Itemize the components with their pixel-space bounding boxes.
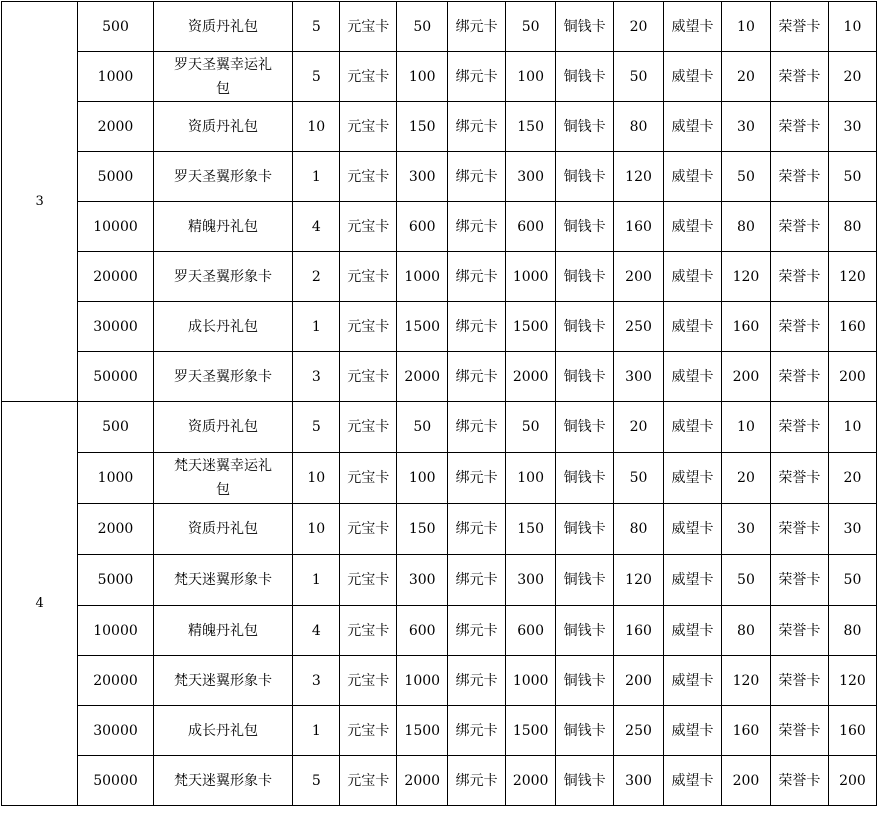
card-label-cell: 铜钱卡 [556, 756, 614, 806]
qty-cell: 1 [293, 555, 340, 606]
card-label-cell: 铜钱卡 [556, 2, 614, 52]
card-value-cell: 200 [828, 756, 876, 806]
card-label-cell: 元宝卡 [340, 152, 397, 202]
card-value-cell: 1000 [397, 656, 448, 706]
card-value-cell: 250 [614, 706, 664, 756]
card-value-cell: 150 [397, 102, 448, 152]
item-cell: 成长丹礼包 [153, 302, 293, 352]
table-row [2, 352, 877, 402]
card-value-cell: 2000 [397, 352, 448, 402]
table-row [2, 302, 877, 352]
card-value-cell: 150 [506, 102, 556, 152]
card-value-cell: 160 [614, 606, 664, 656]
card-value-cell: 10 [828, 402, 876, 453]
card-value-cell: 20 [614, 2, 664, 52]
card-label-cell: 荣誉卡 [770, 352, 828, 402]
card-value-cell: 50 [397, 2, 448, 52]
card-value-cell: 200 [614, 252, 664, 302]
item-cell: 梵天迷翼幸运礼包 [153, 453, 293, 504]
card-value-cell: 50 [828, 555, 876, 606]
card-value-cell: 20 [721, 453, 770, 504]
card-label-cell: 绑元卡 [448, 252, 506, 302]
item-cell: 罗天圣翼形象卡 [153, 152, 293, 202]
qty-cell: 5 [293, 2, 340, 52]
table-row [2, 2, 877, 52]
card-label-cell: 绑元卡 [448, 352, 506, 402]
item-cell: 精魄丹礼包 [153, 606, 293, 656]
amount-cell: 2000 [78, 504, 153, 555]
card-value-cell: 50 [506, 2, 556, 52]
amount-cell: 5000 [78, 152, 153, 202]
reward-table [1, 1, 877, 806]
item-cell: 成长丹礼包 [153, 706, 293, 756]
card-label-cell: 威望卡 [664, 756, 722, 806]
amount-cell: 2000 [78, 102, 153, 152]
card-label-cell: 荣誉卡 [770, 555, 828, 606]
card-value-cell: 10 [721, 402, 770, 453]
card-label-cell: 铜钱卡 [556, 252, 614, 302]
card-label-cell: 威望卡 [664, 352, 722, 402]
table-row [2, 152, 877, 202]
card-label-cell: 荣誉卡 [770, 453, 828, 504]
card-value-cell: 120 [828, 656, 876, 706]
card-label-cell: 荣誉卡 [770, 252, 828, 302]
item-cell: 梵天迷翼形象卡 [153, 555, 293, 606]
card-value-cell: 600 [397, 202, 448, 252]
round-number-cell: 3 [2, 2, 78, 402]
card-value-cell: 1500 [397, 302, 448, 352]
amount-cell: 500 [78, 2, 153, 52]
card-value-cell: 160 [828, 706, 876, 756]
card-label-cell: 荣誉卡 [770, 102, 828, 152]
amount-cell: 10000 [78, 606, 153, 656]
card-label-cell: 铜钱卡 [556, 656, 614, 706]
card-label-cell: 绑元卡 [448, 656, 506, 706]
card-label-cell: 元宝卡 [340, 555, 397, 606]
card-value-cell: 80 [828, 606, 876, 656]
card-value-cell: 1500 [397, 706, 448, 756]
amount-cell: 30000 [78, 302, 153, 352]
qty-cell: 1 [293, 302, 340, 352]
card-value-cell: 1000 [506, 656, 556, 706]
card-label-cell: 绑元卡 [448, 152, 506, 202]
card-value-cell: 10 [828, 2, 876, 52]
item-cell: 梵天迷翼形象卡 [153, 656, 293, 706]
card-label-cell: 元宝卡 [340, 453, 397, 504]
qty-cell: 3 [293, 656, 340, 706]
card-label-cell: 元宝卡 [340, 756, 397, 806]
card-label-cell: 荣誉卡 [770, 606, 828, 656]
card-label-cell: 荣誉卡 [770, 202, 828, 252]
card-label-cell: 绑元卡 [448, 102, 506, 152]
card-label-cell: 元宝卡 [340, 504, 397, 555]
card-label-cell: 绑元卡 [448, 2, 506, 52]
card-value-cell: 10 [721, 2, 770, 52]
qty-cell: 1 [293, 152, 340, 202]
card-label-cell: 威望卡 [664, 504, 722, 555]
card-value-cell: 20 [828, 52, 876, 102]
table-row [2, 202, 877, 252]
card-value-cell: 80 [721, 606, 770, 656]
card-value-cell: 30 [721, 102, 770, 152]
card-value-cell: 20 [828, 453, 876, 504]
card-label-cell: 铜钱卡 [556, 402, 614, 453]
card-value-cell: 300 [397, 152, 448, 202]
amount-cell: 1000 [78, 453, 153, 504]
item-cell: 资质丹礼包 [153, 402, 293, 453]
card-label-cell: 铜钱卡 [556, 352, 614, 402]
card-value-cell: 80 [614, 504, 664, 555]
card-value-cell: 600 [397, 606, 448, 656]
card-label-cell: 元宝卡 [340, 706, 397, 756]
qty-cell: 1 [293, 706, 340, 756]
card-label-cell: 铜钱卡 [556, 555, 614, 606]
card-label-cell: 绑元卡 [448, 706, 506, 756]
card-value-cell: 120 [828, 252, 876, 302]
table-row [2, 656, 877, 706]
table-row [2, 252, 877, 302]
card-value-cell: 1000 [397, 252, 448, 302]
amount-cell: 20000 [78, 656, 153, 706]
card-value-cell: 100 [397, 453, 448, 504]
card-value-cell: 300 [506, 152, 556, 202]
card-label-cell: 威望卡 [664, 302, 722, 352]
card-value-cell: 150 [506, 504, 556, 555]
amount-cell: 30000 [78, 706, 153, 756]
card-label-cell: 荣誉卡 [770, 504, 828, 555]
qty-cell: 3 [293, 352, 340, 402]
card-value-cell: 120 [614, 555, 664, 606]
card-value-cell: 200 [721, 352, 770, 402]
card-value-cell: 300 [614, 756, 664, 806]
card-value-cell: 80 [721, 202, 770, 252]
card-label-cell: 铜钱卡 [556, 152, 614, 202]
card-value-cell: 100 [506, 453, 556, 504]
table-row [2, 402, 877, 453]
amount-cell: 20000 [78, 252, 153, 302]
card-label-cell: 元宝卡 [340, 656, 397, 706]
qty-cell: 4 [293, 202, 340, 252]
card-value-cell: 120 [721, 656, 770, 706]
item-cell: 梵天迷翼形象卡 [153, 756, 293, 806]
card-label-cell: 绑元卡 [448, 504, 506, 555]
card-value-cell: 300 [506, 555, 556, 606]
card-label-cell: 绑元卡 [448, 202, 506, 252]
card-value-cell: 1500 [506, 706, 556, 756]
card-label-cell: 威望卡 [664, 202, 722, 252]
card-label-cell: 威望卡 [664, 2, 722, 52]
card-value-cell: 160 [614, 202, 664, 252]
card-value-cell: 20 [721, 52, 770, 102]
card-label-cell: 绑元卡 [448, 453, 506, 504]
table-row [2, 453, 877, 504]
card-value-cell: 30 [828, 102, 876, 152]
table-row [2, 756, 877, 806]
card-value-cell: 160 [721, 302, 770, 352]
table-row [2, 606, 877, 656]
table-row [2, 102, 877, 152]
card-value-cell: 1000 [506, 252, 556, 302]
card-value-cell: 200 [828, 352, 876, 402]
card-label-cell: 铜钱卡 [556, 706, 614, 756]
card-label-cell: 荣誉卡 [770, 706, 828, 756]
card-value-cell: 120 [614, 152, 664, 202]
card-label-cell: 铜钱卡 [556, 102, 614, 152]
card-label-cell: 铜钱卡 [556, 202, 614, 252]
card-label-cell: 绑元卡 [448, 606, 506, 656]
qty-cell: 10 [293, 102, 340, 152]
amount-cell: 1000 [78, 52, 153, 102]
card-label-cell: 元宝卡 [340, 102, 397, 152]
card-label-cell: 荣誉卡 [770, 52, 828, 102]
card-label-cell: 铜钱卡 [556, 453, 614, 504]
table-row [2, 555, 877, 606]
item-cell: 罗天圣翼形象卡 [153, 352, 293, 402]
item-cell: 资质丹礼包 [153, 102, 293, 152]
card-label-cell: 荣誉卡 [770, 402, 828, 453]
item-cell: 罗天圣翼幸运礼包 [153, 52, 293, 102]
table-row [2, 504, 877, 555]
card-value-cell: 50 [721, 152, 770, 202]
qty-cell: 4 [293, 606, 340, 656]
card-value-cell: 50 [506, 402, 556, 453]
card-value-cell: 600 [506, 202, 556, 252]
amount-cell: 5000 [78, 555, 153, 606]
card-label-cell: 元宝卡 [340, 352, 397, 402]
card-label-cell: 元宝卡 [340, 402, 397, 453]
card-label-cell: 威望卡 [664, 453, 722, 504]
card-value-cell: 100 [506, 52, 556, 102]
card-value-cell: 2000 [506, 756, 556, 806]
card-label-cell: 元宝卡 [340, 52, 397, 102]
card-label-cell: 铜钱卡 [556, 504, 614, 555]
amount-cell: 50000 [78, 756, 153, 806]
card-label-cell: 威望卡 [664, 152, 722, 202]
card-label-cell: 荣誉卡 [770, 756, 828, 806]
table-row [2, 706, 877, 756]
item-cell: 资质丹礼包 [153, 2, 293, 52]
card-label-cell: 威望卡 [664, 706, 722, 756]
item-cell: 罗天圣翼形象卡 [153, 252, 293, 302]
table-row [2, 52, 877, 102]
item-cell: 资质丹礼包 [153, 504, 293, 555]
card-label-cell: 元宝卡 [340, 202, 397, 252]
qty-cell: 5 [293, 756, 340, 806]
card-value-cell: 100 [397, 52, 448, 102]
amount-cell: 50000 [78, 352, 153, 402]
card-value-cell: 2000 [397, 756, 448, 806]
card-label-cell: 铜钱卡 [556, 52, 614, 102]
item-cell: 精魄丹礼包 [153, 202, 293, 252]
card-value-cell: 1500 [506, 302, 556, 352]
card-label-cell: 威望卡 [664, 402, 722, 453]
card-label-cell: 铜钱卡 [556, 606, 614, 656]
card-value-cell: 80 [614, 102, 664, 152]
qty-cell: 5 [293, 52, 340, 102]
card-value-cell: 50 [614, 52, 664, 102]
card-value-cell: 600 [506, 606, 556, 656]
card-value-cell: 120 [721, 252, 770, 302]
card-label-cell: 元宝卡 [340, 606, 397, 656]
round-number-cell: 4 [2, 402, 78, 806]
amount-cell: 10000 [78, 202, 153, 252]
card-value-cell: 200 [721, 756, 770, 806]
card-label-cell: 元宝卡 [340, 2, 397, 52]
amount-cell: 500 [78, 402, 153, 453]
card-label-cell: 荣誉卡 [770, 302, 828, 352]
card-label-cell: 威望卡 [664, 656, 722, 706]
card-value-cell: 30 [721, 504, 770, 555]
card-value-cell: 50 [397, 402, 448, 453]
card-label-cell: 绑元卡 [448, 302, 506, 352]
card-label-cell: 绑元卡 [448, 555, 506, 606]
qty-cell: 10 [293, 504, 340, 555]
card-value-cell: 30 [828, 504, 876, 555]
card-label-cell: 威望卡 [664, 606, 722, 656]
card-label-cell: 荣誉卡 [770, 2, 828, 52]
card-label-cell: 荣誉卡 [770, 656, 828, 706]
card-value-cell: 160 [828, 302, 876, 352]
card-value-cell: 2000 [506, 352, 556, 402]
card-label-cell: 威望卡 [664, 52, 722, 102]
card-label-cell: 铜钱卡 [556, 302, 614, 352]
card-value-cell: 80 [828, 202, 876, 252]
qty-cell: 10 [293, 453, 340, 504]
card-label-cell: 元宝卡 [340, 252, 397, 302]
card-label-cell: 绑元卡 [448, 52, 506, 102]
card-value-cell: 50 [721, 555, 770, 606]
card-label-cell: 元宝卡 [340, 302, 397, 352]
qty-cell: 2 [293, 252, 340, 302]
card-label-cell: 威望卡 [664, 252, 722, 302]
card-value-cell: 200 [614, 656, 664, 706]
card-label-cell: 威望卡 [664, 102, 722, 152]
card-value-cell: 250 [614, 302, 664, 352]
card-label-cell: 威望卡 [664, 555, 722, 606]
card-value-cell: 150 [397, 504, 448, 555]
card-value-cell: 50 [828, 152, 876, 202]
card-value-cell: 300 [614, 352, 664, 402]
reward-table-body [2, 2, 877, 806]
card-label-cell: 绑元卡 [448, 756, 506, 806]
qty-cell: 5 [293, 402, 340, 453]
card-label-cell: 荣誉卡 [770, 152, 828, 202]
card-value-cell: 160 [721, 706, 770, 756]
card-value-cell: 20 [614, 402, 664, 453]
card-label-cell: 绑元卡 [448, 402, 506, 453]
card-value-cell: 50 [614, 453, 664, 504]
card-value-cell: 300 [397, 555, 448, 606]
